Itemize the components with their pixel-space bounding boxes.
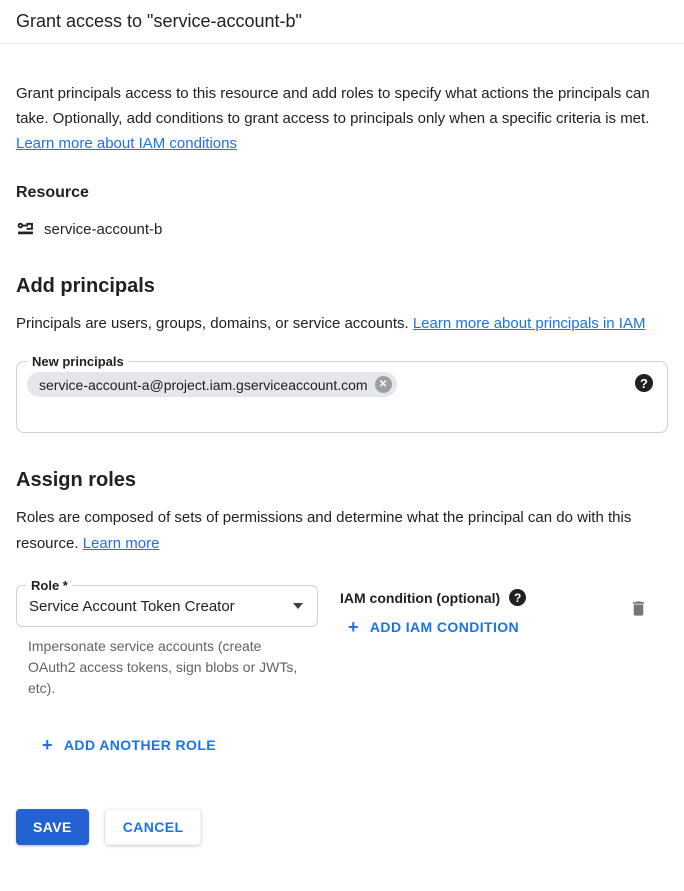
close-icon: ✕ <box>378 379 388 390</box>
condition-label: IAM condition (optional) <box>340 589 501 606</box>
add-iam-condition-button[interactable] <box>340 615 527 639</box>
resource-name: service-account-b <box>44 221 163 238</box>
delete-role-button[interactable] <box>623 593 654 624</box>
cancel-button[interactable]: CANCEL <box>105 809 202 845</box>
add-role-wrap <box>34 733 668 757</box>
assign-roles-heading: Assign roles <box>16 469 137 491</box>
roles-learn-more-link[interactable]: Learn more <box>82 535 160 552</box>
roles-paragraph <box>16 505 668 557</box>
dialog-title: Grant access to "service-account-b" <box>16 11 302 31</box>
add-principals-heading: Add principals <box>16 275 155 297</box>
dialog-actions <box>16 809 668 845</box>
chip-remove-button[interactable] <box>375 376 392 393</box>
principals-learn-more-link[interactable]: Learn more about principals in IAM <box>412 315 646 332</box>
role-column <box>16 578 318 699</box>
new-principals-field[interactable] <box>16 354 668 433</box>
delete-icon <box>629 599 648 618</box>
condition-help-icon[interactable] <box>509 589 526 606</box>
add-another-role-label: ADD ANOTHER ROLE <box>63 737 217 753</box>
iam-conditions-link[interactable]: Learn more about IAM conditions <box>16 135 237 152</box>
plus-icon: + <box>42 735 53 755</box>
principals-help-icon[interactable] <box>635 374 653 392</box>
role-label: Role * <box>26 577 73 594</box>
condition-label-row <box>340 589 623 606</box>
add-another-role-button[interactable] <box>34 733 224 757</box>
condition-column <box>340 585 623 639</box>
principal-chip <box>27 372 397 397</box>
help-glyph: ? <box>514 590 522 605</box>
role-select[interactable] <box>16 578 318 627</box>
save-button[interactable]: SAVE <box>16 809 89 845</box>
service-account-icon <box>16 220 35 239</box>
dialog-header <box>0 0 684 44</box>
resource-row <box>16 220 668 239</box>
principals-text: Principals are users, groups, domains, or service accounts. <box>16 315 413 332</box>
dialog-body <box>0 81 684 845</box>
roles-text: Roles are composed of sets of permissions and determine what the principal can do with this resource. <box>16 509 632 552</box>
chevron-down-icon <box>293 603 303 609</box>
principal-chip-text: service-account-a@project.iam.gserviceaccount.com <box>39 376 368 393</box>
intro-text: Grant principals access to this resource and add roles to specify what actions the principals can take. Optionally, add conditions to grant access to principals only when a specific criteria is met. <box>16 85 650 127</box>
resource-heading: Resource <box>16 184 89 201</box>
help-glyph: ? <box>640 375 648 391</box>
plus-icon: + <box>348 617 359 637</box>
role-description: Impersonate service accounts (create OAuth2 access tokens, sign blobs or JWTs, etc). <box>28 638 298 696</box>
role-assignment-row <box>16 578 668 699</box>
role-selected-value: Service Account Token Creator <box>29 597 235 615</box>
new-principals-label: New principals <box>27 353 129 370</box>
principals-paragraph <box>16 311 668 337</box>
add-iam-condition-label: ADD IAM CONDITION <box>369 619 520 635</box>
intro-paragraph <box>16 81 668 156</box>
